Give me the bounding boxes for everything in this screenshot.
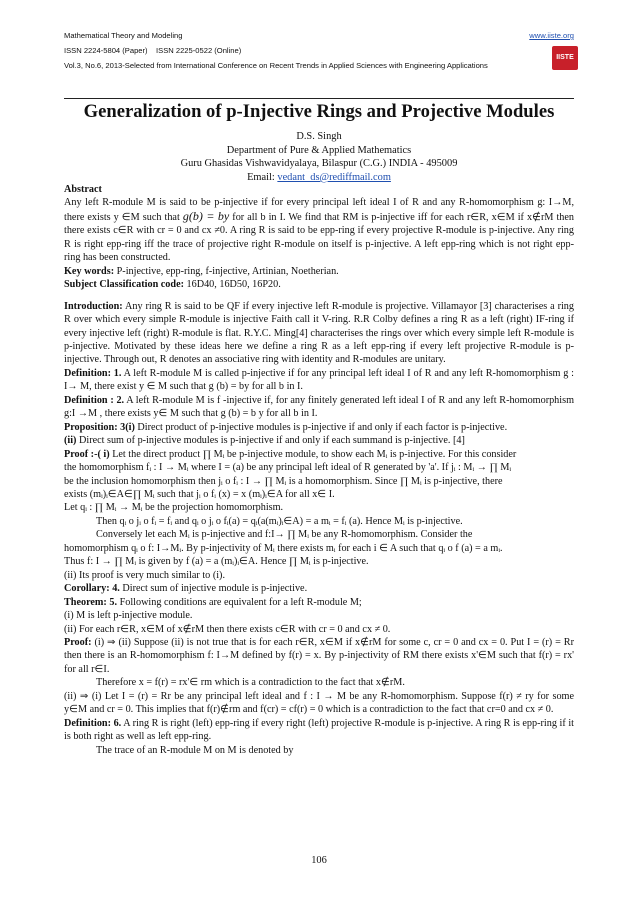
- abstract-text: Any left R-module M is said to be p-injective if for every principal left ideal I of R and any R-homomorphism g: I→M, there exists y ∈M such that g(b) = by for all b in I. We find that RM is p-injective iff for each r∈R, x∈M if x∉rM then there exists c∈R with cr = 0 and cx ≠0. A ring R is said to be epp-ring if every projective R-module is p-injective. Any ring R is right epp-ring iff the trace of projective right R-module on itself is p-injective. A left epp-ring which is not right epp-ring has been constructed.: [64, 197, 574, 264]
- inline-equation: g(b) = by: [182, 208, 230, 223]
- definition-2: Definition : 2. A left R-module M is f -injective if, for any finitely generated left ideal I of R and any left R-homomorphism g:I →M , there exists y∈ M such that g (b) = b y for all b in I.: [64, 394, 574, 420]
- theorem-5-condition-i: (i) M is left p-injective module.: [64, 610, 193, 622]
- author-block: [64, 130, 574, 184]
- theorem-5: Theorem: 5. Following conditions are equivalent for a left R-module M;: [64, 596, 362, 608]
- volume-line: Vol.3, No.6, 2013-Selected from International Conference on Recent Trends in Applied Sciences with Engineering Applications: [64, 61, 488, 70]
- theorem-5-proof-converse: (ii) ⇒ (i) Let I = (r) = Rr be any principal left ideal and f : I → M be any R-homomorphism. Suppose f(r) ≠ ry for some y∈M and cr = 0. This implies that f(r)∉rm and f(cr) = cf(r) = 0 which is a contradiction to the fact that cr=0 and cx ≠ 0.: [64, 690, 574, 716]
- theorem-5-proof-cont: Therefore x = f(r) = rx'∈ rm which is a contradiction to the fact that x∉rM.: [96, 677, 405, 689]
- paper-title: Generalization of p-Injective Rings and Projective Modules: [83, 101, 555, 122]
- theorem-5-proof: Proof: (i) ⇒ (ii) Suppose (ii) is not true that is for each r∈R, x∈M if x∉rM for some c, cr = 0 and cx = 0. Put I = (r) = Rr then there is an R-homomorphism f: I→M defined by f(r) = x. By p-injectivity of RM there exists x'∈M such that f(r) = rx' for all r∈I.: [64, 636, 574, 675]
- introduction-paragraph: Introduction: Any ring R is said to be QF if every injective left R-module is projective. Villamayor [3] characterises a ring R over which every simple R-module is injective Faith call it V-ring. R.R Colby defines a ring R as a left (right) IF-ring if every injective left (right) R-module is flat. R.Y.C. Ming[4] characterises the rings over which every simple left R-module is p-injective. Motivated by these ideas here we define a ring R as a left epp-ring if every left projective R-module is p-injective. Through out, R denotes an associative ring with identity and R-modules are unitary.: [64, 300, 574, 366]
- journal-name: Mathematical Theory and Modeling: [64, 31, 183, 40]
- proof-line-9: Thus f: I → ∏ Mᵢ is given by f (a) = a (mᵢ)ᵢ∈A. Hence ∏ Mᵢ is p-injective.: [64, 556, 369, 568]
- proof-part-ii: (ii) Its proof is very much similar to (i).: [64, 569, 225, 581]
- proposition-3-ii: (ii) Direct sum of p-injective modules is p-injective if and only if each summand is p-injective. [4]: [64, 435, 465, 447]
- proof-line-5: Let qᵢ : ∏ Mᵢ → Mᵢ be the projection homomorphism.: [64, 502, 284, 514]
- author-department: Department of Pure & Applied Mathematics: [226, 144, 412, 156]
- keywords-line: Key words: P-injective, epp-ring, f-injective, Artinian, Noetherian.: [64, 265, 339, 277]
- definition-1: Definition: 1. A left R-module M is called p-injective if for any principal left ideal I of R and any left R-homomorphism g : I→ M, there exist y ∈ M such that g (b) = by for all b in I.: [64, 367, 574, 393]
- proposition-3: Proposition: 3(i) Direct product of p-injective modules is p-injective if and only if each factor is p-injective.: [64, 421, 508, 433]
- author-name: D.S. Singh: [296, 131, 342, 142]
- definition-6-trace: The trace of an R-module M on M is denoted by: [96, 744, 294, 756]
- author-email-link[interactable]: vedant_ds@rediffmail.com: [277, 171, 391, 183]
- proof-line-4: exists (mᵢ)ᵢ∈A∈∏ Mᵢ such that jᵢ o fᵢ (x) = x (mᵢ)ᵢ∈A for all x∈ I.: [64, 488, 335, 500]
- proof-line-7: Conversely let each Mᵢ is p-injective and f:I→ ∏ Mᵢ be any R-homomorphism. Consider the: [96, 529, 473, 541]
- subject-code-line: Subject Classification code: 16D40, 16D50, 16P20.: [64, 279, 281, 291]
- abstract-heading: Abstract: [64, 184, 102, 195]
- theorem-5-condition-ii: (ii) For each r∈R, x∈M of x∉rM then there exists c∈R with cr = 0 and cx ≠ 0.: [64, 623, 391, 635]
- email-label: Email:: [247, 171, 275, 183]
- proof-line-8: homomorphism qᵢ o f: I→Mᵢ. By p-injectivity of Mᵢ there exists mᵢ for each i ∈ A such that qᵢ o f (a) = a mᵢ.: [64, 542, 503, 554]
- page-number: 106: [311, 855, 327, 866]
- proof-line-6: Then qᵢ o jᵢ o fᵢ = fᵢ and qᵢ o jᵢ o fᵢ(a) = qᵢ(a(mᵢ)ᵢ∈A) = a mᵢ = fᵢ (a). Hence Mᵢ is p-injective.: [96, 515, 463, 527]
- corollary-4: Corollary: 4. Direct sum of injective module is p-injective.: [64, 583, 308, 595]
- header-divider: [64, 98, 574, 99]
- definition-6: Definition: 6. A ring R is right (left) epp-ring if every right (left) projective R-module is p-injective. A ring R is epp-ring if it is both right as well as left epp-ring.: [64, 717, 574, 743]
- proof-line-3: be the inclusion homomorphism then jᵢ o fᵢ : I → ∏ Mᵢ is a homomorphism. Since ∏ Mᵢ is p-injective, there: [64, 475, 503, 487]
- issn-line: ISSN 2224-5804 (Paper) ISSN 2225-0522 (Online): [64, 46, 242, 55]
- proof-line-1: Proof :-( i) Let the direct product ∏ Mᵢ be p-injective module, to show each Mᵢ is p-injective. For this consider: [64, 448, 517, 460]
- author-institution: Guru Ghasidas Vishwavidyalaya, Bilaspur (C.G.) INDIA - 495009: [180, 158, 458, 170]
- journal-website-link[interactable]: www.iiste.org: [529, 31, 574, 40]
- iiste-logo: IISTE: [552, 46, 578, 70]
- paper-body: [64, 183, 574, 757]
- proof-line-2: the homomorphism fᵢ : I → Mᵢ where I = (a) be any principal left ideal of R generated by 'a'. If jᵢ : Mᵢ → ∏ Mᵢ: [64, 462, 512, 474]
